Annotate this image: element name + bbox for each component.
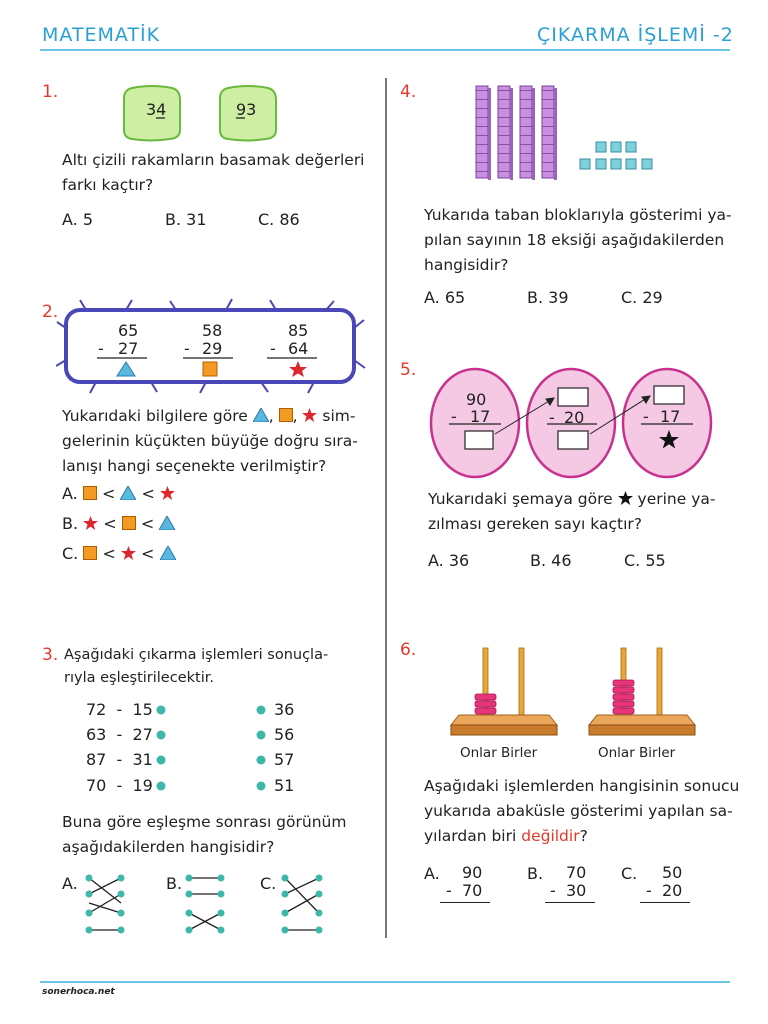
abacus-bead (475, 708, 496, 714)
unit-cube (626, 142, 636, 152)
unit-cube (611, 159, 621, 169)
abacus-bead (613, 701, 634, 707)
q5-e1-bottom: 17 (470, 407, 491, 426)
q6-option-b-rule (545, 902, 595, 903)
q4-number: 4. (400, 82, 417, 102)
q2-op2-top: 58 (202, 321, 223, 340)
q6-option-b-top: 70 (566, 863, 587, 882)
q5-e2-minus: - (549, 408, 555, 427)
q3-option-b-diagram[interactable] (185, 874, 225, 936)
square-icon (279, 408, 293, 422)
q2-option-b[interactable]: B. < < (62, 514, 175, 533)
q5-box-top-3 (654, 386, 684, 404)
q1-option-a[interactable]: A. 5 (62, 210, 94, 229)
q5-number: 5. (400, 360, 417, 380)
star-icon (83, 516, 98, 530)
q6-abacus-left (451, 648, 557, 735)
q1-option-c[interactable]: C. 86 (258, 210, 300, 229)
q3-text-line2: rıyla eşleştirilecektir. (64, 670, 214, 686)
q1-text-line2: farkı kaçtır? (62, 176, 154, 194)
q2-option-c[interactable]: C. < < (62, 544, 176, 563)
q2-op3-bottom: 64 (288, 339, 309, 358)
q3-option-c-label[interactable]: C. (260, 874, 277, 893)
abacus-bead (613, 708, 634, 714)
abacus-bead (613, 680, 634, 686)
tens-rod (520, 86, 535, 180)
q2-result-shapes (95, 356, 335, 382)
q6-number: 6. (400, 640, 417, 660)
unit-cube (611, 142, 621, 152)
q5-text-line2: zılması gereken sayı kaçtır? (428, 515, 642, 533)
q6-option-b[interactable]: B. (527, 864, 544, 883)
q3-text-line3: Buna göre eşleşme sonrası görünüm (62, 813, 347, 831)
q3-right-item-4: 51 (274, 776, 295, 795)
star-icon (618, 491, 633, 505)
q3-left-item-4: 70 - 19 (86, 776, 153, 795)
q5-e3-minus: - (643, 407, 649, 426)
q3-left-item-2: 63 - 27 (86, 725, 153, 744)
q1-option-b[interactable]: B. 31 (165, 210, 207, 229)
q3-right-item-3: 57 (274, 750, 295, 769)
star-icon (289, 361, 307, 377)
q6-abacus-pair (445, 645, 725, 737)
q5-box-top-2 (558, 388, 588, 406)
abacus-bead (613, 694, 634, 700)
q2-op1-bottom: 27 (118, 339, 139, 358)
q4-base-ten-blocks (470, 82, 670, 187)
q3-option-a-label[interactable]: A. (62, 874, 78, 893)
q3-match-dots (155, 702, 275, 792)
q2-op3-top: 85 (288, 321, 309, 340)
unit-cube (626, 159, 636, 169)
q6-text-line2: yukarıda abaküsle gösterimi yapılan sa- (424, 802, 733, 820)
unit-cube (580, 159, 590, 169)
q5-text-line1: Yukarıdaki şemaya göre yerine ya- (428, 490, 716, 508)
q1-card2-value: 93 (236, 100, 257, 119)
q6-option-a[interactable]: A. (424, 864, 440, 883)
q6-option-a-rule (440, 902, 490, 903)
unit-cube (596, 142, 606, 152)
square-icon (122, 516, 136, 530)
q4-text-line1: Yukarıda taban bloklarıyla gösterimi ya- (424, 206, 732, 224)
q1-card1-value: 34 (146, 100, 167, 119)
q2-text-line1: Yukarıdaki bilgilere göre , , sim- (62, 407, 356, 425)
unit-cube (642, 159, 652, 169)
topic-title: ÇIKARMA İŞLEMİ -2 (537, 24, 734, 46)
q2-text-line2: gelerinin küçükten büyüğe doğru sıra- (62, 432, 358, 450)
q3-text-line4: aşağıdakilerden hangisidir? (62, 838, 275, 856)
q3-right-item-1: 36 (274, 700, 295, 719)
q5-option-b[interactable]: B. 46 (530, 551, 572, 570)
q5-box-result-2 (558, 431, 588, 449)
star-icon (160, 486, 175, 500)
q6-option-b-bottom: 30 (566, 881, 587, 900)
q1-number: 1. (42, 82, 59, 102)
tens-rod (476, 86, 491, 180)
triangle-icon (160, 546, 176, 560)
triangle-icon (117, 362, 135, 376)
header-rule (40, 49, 730, 51)
q6-option-c-bottom: 20 (662, 881, 683, 900)
q6-abacus-right (589, 648, 695, 735)
q5-box-result-1 (465, 431, 493, 449)
unit-cube (596, 159, 606, 169)
q5-e1-top: 90 (466, 390, 487, 409)
q2-op1-minus: - (98, 339, 104, 358)
q6-text-line3: yılardan biri değildir? (424, 827, 588, 845)
q3-option-c-diagram[interactable] (281, 874, 323, 936)
q6-abacus-label-left: Onlar Birler (460, 745, 538, 761)
q2-op2-minus: - (184, 339, 190, 358)
square-icon (83, 546, 97, 560)
q5-e3-bottom: 17 (660, 407, 681, 426)
subject-title: MATEMATİK (42, 24, 161, 46)
q3-left-item-1: 72 - 15 (86, 700, 153, 719)
q5-option-a[interactable]: A. 36 (428, 551, 470, 570)
footer-rule (40, 981, 730, 983)
q4-text-line3: hangisidir? (424, 256, 509, 274)
q6-option-a-top: 90 (462, 863, 483, 882)
tens-rod (498, 86, 513, 180)
q6-option-c[interactable]: C. (621, 864, 638, 883)
triangle-icon (253, 408, 269, 422)
tens-rod (542, 86, 557, 180)
q2-op2-bottom: 29 (202, 339, 223, 358)
footer-site[interactable]: sonerhoca.net (42, 987, 115, 997)
abacus-bead (475, 701, 496, 707)
q3-text-line1: Aşağıdaki çıkarma işlemleri sonuçla- (64, 647, 329, 663)
q2-text-line3: lanışı hangi seçenekte verilmiştir? (62, 457, 327, 475)
q2-option-a[interactable]: A. < < (62, 484, 175, 503)
q3-left-item-3: 87 - 31 (86, 750, 153, 769)
star-icon (302, 408, 317, 422)
triangle-icon (120, 486, 136, 500)
triangle-icon (159, 516, 175, 530)
q4-text-line2: pılan sayının 18 eksiği aşağıdakilerden (424, 231, 725, 249)
q6-option-c-minus: - (646, 881, 652, 900)
q3-option-a-diagram[interactable] (85, 874, 125, 936)
q2-op1-top: 65 (118, 321, 139, 340)
q6-option-b-minus: - (550, 881, 556, 900)
q4-option-a[interactable]: A. 65 (424, 288, 466, 307)
square-icon (203, 362, 217, 376)
abacus-bead (475, 694, 496, 700)
q3-option-b-label[interactable]: B. (166, 874, 183, 893)
column-divider (385, 78, 387, 938)
q6-option-a-bottom: 70 (462, 881, 483, 900)
star-icon (121, 546, 136, 560)
emphasis-degildir: değildir (521, 827, 580, 845)
q2-number: 2. (42, 302, 59, 322)
q1-text-line1: Altı çizili rakamların basamak değerleri (62, 151, 365, 169)
q4-option-b[interactable]: B. 39 (527, 288, 569, 307)
q3-right-item-2: 56 (274, 725, 295, 744)
square-icon (83, 486, 97, 500)
q6-option-c-rule (640, 902, 690, 903)
q2-op3-minus: - (270, 339, 276, 358)
q6-text-line1: Aşağıdaki işlemlerden hangisinin sonucu (424, 777, 740, 795)
q5-option-c[interactable]: C. 55 (624, 551, 666, 570)
q6-abacus-label-right: Onlar Birler (598, 745, 676, 761)
q5-e2-bottom: 20 (564, 408, 585, 427)
q3-number: 3. (42, 645, 59, 665)
q5-e1-minus: - (451, 407, 457, 426)
q4-option-c[interactable]: C. 29 (621, 288, 663, 307)
q6-option-a-minus: - (446, 881, 452, 900)
abacus-bead (613, 687, 634, 693)
q6-option-c-top: 50 (662, 863, 683, 882)
